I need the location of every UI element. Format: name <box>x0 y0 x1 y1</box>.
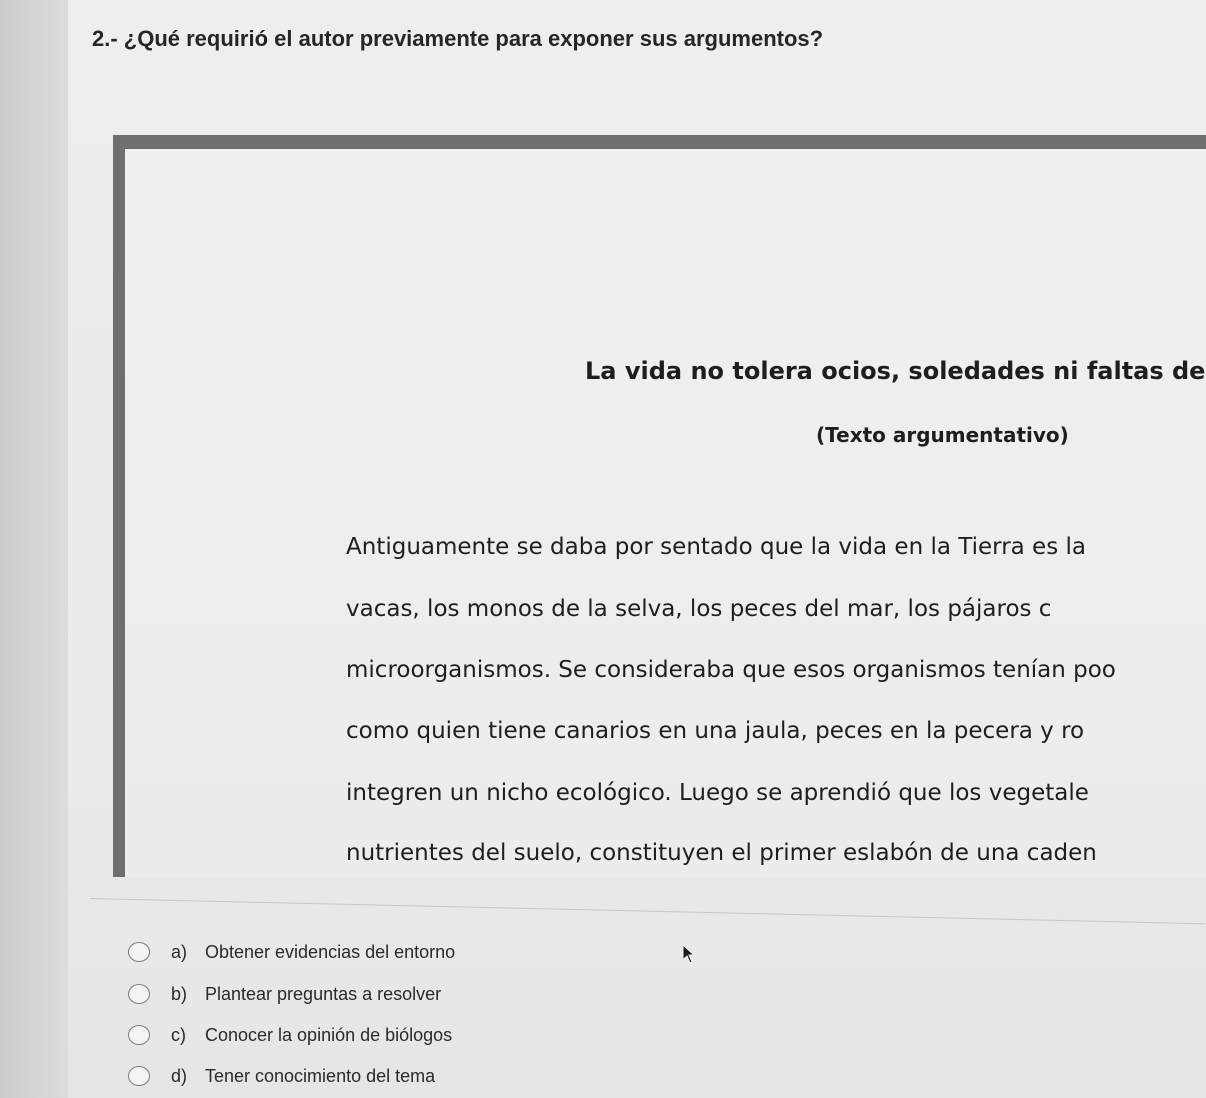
option-b[interactable] <box>128 981 441 1007</box>
option-letter: a) <box>171 941 188 962</box>
radio-unselected-icon[interactable] <box>128 1066 150 1086</box>
question-title: 2.- ¿Qué requirió el autor previamente para exponer sus argumentos? <box>92 26 824 51</box>
excerpt-title: La vida no tolera ocios, soledades ni faltas de <box>585 357 1206 385</box>
option-c[interactable] <box>128 1022 452 1048</box>
excerpt-line: microorganismos. Se consideraba que esos organismos tenían poo <box>346 657 1116 683</box>
radio-unselected-icon[interactable] <box>128 1025 150 1045</box>
excerpt-subtitle: (Texto argumentativo) <box>816 423 1069 447</box>
excerpt-line: como quien tiene canarios en una jaula, peces en la pecera y ro <box>346 718 1085 744</box>
option-d[interactable] <box>128 1063 435 1089</box>
option-letter: b) <box>171 983 188 1004</box>
option-label: Conocer la opinión de biólogos <box>205 1024 453 1045</box>
excerpt-line: nutrientes del suelo, constituyen el primer eslabón de una caden <box>346 840 1097 866</box>
option-label: Tener conocimiento del tema <box>205 1065 436 1086</box>
option-letter: c) <box>171 1024 186 1045</box>
option-letter: d) <box>171 1065 188 1086</box>
radio-unselected-icon[interactable] <box>128 984 150 1004</box>
excerpt-frame-top <box>113 135 1206 149</box>
option-label: Obtener evidencias del entorno <box>205 941 456 962</box>
text-excerpt-image <box>113 135 1206 877</box>
radio-unselected-icon[interactable] <box>128 942 150 962</box>
excerpt-line: integren un nicho ecológico. Luego se aprendió que los vegetale <box>346 780 1089 806</box>
excerpt-line: vacas, los monos de la selva, los peces del mar, los pájaros c <box>346 596 1052 622</box>
option-a[interactable] <box>128 939 455 965</box>
screen-edge-shadow <box>0 0 68 1098</box>
excerpt-line: Antiguamente se daba por sentado que la vida en la Tierra es la <box>346 534 1086 560</box>
mouse-pointer-icon <box>682 944 696 964</box>
excerpt-frame-left <box>113 135 125 877</box>
option-label: Plantear preguntas a resolver <box>205 983 442 1004</box>
